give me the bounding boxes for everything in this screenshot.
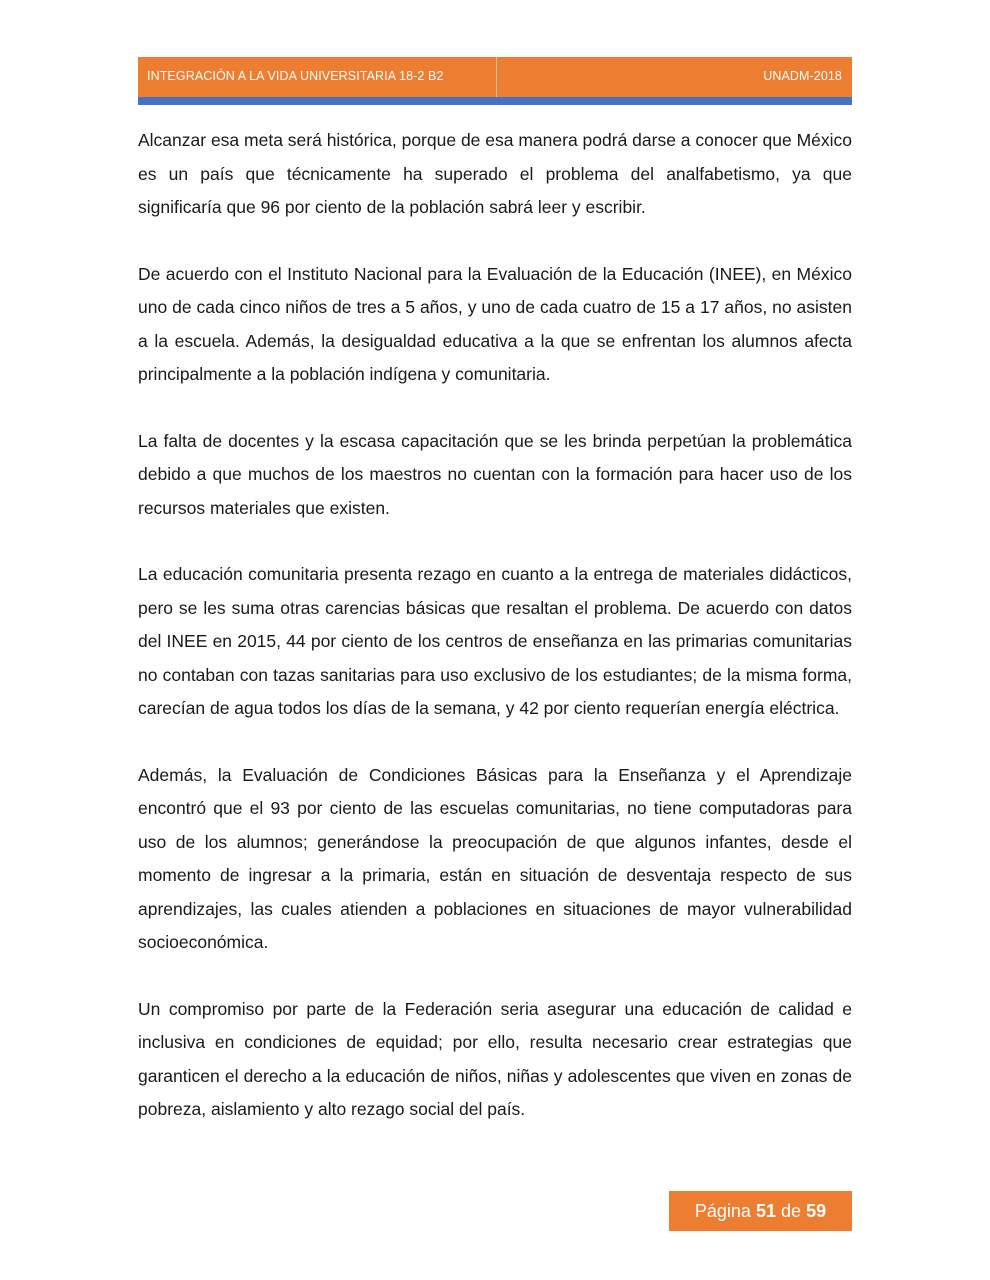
paragraph: De acuerdo con el Instituto Nacional para la Evaluación de la Educación (INEE), en México uno de cada cinco niños de tres a 5 años, y uno de cada cuatro de 15 a 17 años, no asisten a la escuela. Además, la desigualdad educativa a la que se enfrentan los alumnos afecta principalmente a la población indígena y comunitaria. bbox=[138, 263, 852, 384]
paragraph: Un compromiso por parte de la Federación seria asegurar una educación de calidad e inclusiva en condiciones de equidad; por ello, resulta necesario crear estrategias que garanticen el derecho a la educación de niños, niñas y adolescentes que viven en zonas de pobreza, aislamiento y alto rezago social del país. bbox=[138, 998, 852, 1119]
page-header bbox=[138, 57, 852, 97]
paragraph: La educación comunitaria presenta rezago en cuanto a la entrega de materiales didácticos, pero se les suma otras carencias básicas que resaltan el problema. De acuerdo con datos del INEE en 2015, 44 por ciento de los centros de enseñanza en las primarias comunitarias no contaban con tazas sanitarias para uso exclusivo de los estudiantes; de la misma forma, carecían de agua todos los días de la semana, y 42 por ciento requerían energía eléctrica. bbox=[138, 564, 852, 718]
paragraph: Alcanzar esa meta será histórica, porque de esa manera podrá darse a conocer que México es un país que técnicamente ha superado el problema del analfabetismo, ya que significaría que 96 por ciento de la población sabrá leer y escribir. bbox=[138, 130, 853, 217]
paragraph: Además, la Evaluación de Condiciones Básicas para la Enseñanza y el Aprendizaje encontró que el 93 por ciento de las escuelas comunitarias, no tiene computadoras para uso de los alumnos; generándose la preocupación de que algunos infantes, desde el momento de ingresar a la primaria, están en situación de desventaja respecto de sus aprendizajes, las cuales atienden a poblaciones en situaciones de mayor vulnerabilidad socioeconómica. bbox=[138, 764, 852, 952]
header-underline-bar bbox=[138, 97, 852, 105]
document-body bbox=[138, 124, 852, 1160]
paragraph: La falta de docentes y la escasa capacitación que se les brinda perpetúan la problemática debido a que muchos de los maestros no cuentan con la formación para hacer uso de los recursos materiales que existen. bbox=[138, 430, 852, 518]
current-page-number: 51 bbox=[755, 1201, 776, 1221]
page-label: Página bbox=[694, 1201, 751, 1221]
page-number-box bbox=[669, 1191, 852, 1231]
header-course-title: INTEGRACIÓN A LA VIDA UNIVERSITARIA 18-2 B2 bbox=[147, 69, 444, 83]
of-label: de bbox=[781, 1201, 802, 1221]
header-institution: UNADM-2018 bbox=[763, 69, 842, 83]
header-course-cell bbox=[138, 57, 497, 97]
total-pages-number: 59 bbox=[806, 1201, 827, 1221]
